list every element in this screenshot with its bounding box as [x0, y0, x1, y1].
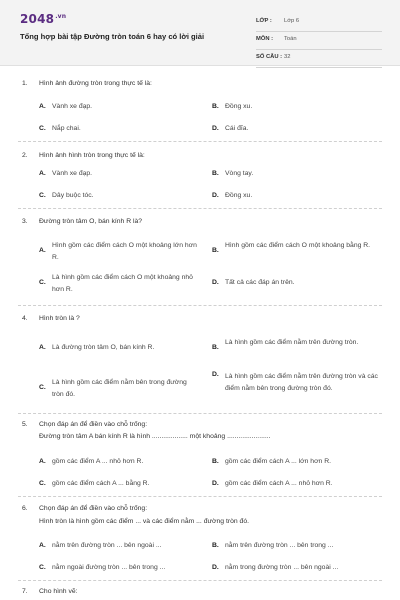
question-text: [22, 588, 78, 595]
question-prompt: Chọn đáp án để điền vào chỗ trống:: [39, 505, 148, 512]
option-letter: B.: [212, 170, 219, 177]
page-header: [0, 0, 400, 66]
question-subtext: Đường tròn tâm A bán kính R là hình ................... một khoảng .......................: [39, 433, 271, 440]
option-text: Hình gồm các điểm cách O một khoảng bằng R.: [225, 242, 371, 249]
logo-text: 2048: [20, 12, 55, 26]
option-text: Là hình gồm các điểm nằm bên trong đường tròn đó.: [52, 379, 187, 398]
option-b[interactable]: [212, 337, 382, 361]
meta-row-class: [256, 14, 382, 32]
option-text: nằm trong đường tròn ... bên ngoài ...: [225, 564, 339, 571]
question-number: 6.: [22, 505, 28, 512]
meta-row-count: [256, 50, 382, 68]
option-text: Đồng xu.: [225, 192, 253, 199]
option-letter: A.: [39, 247, 46, 254]
meta-value-class: Lớp 6: [284, 18, 300, 24]
option-letter: C.: [39, 279, 46, 286]
option-letter: B.: [212, 247, 219, 254]
option-text: gồm các điểm cách A ... bằng R.: [52, 480, 150, 487]
option-letter: A.: [39, 458, 46, 465]
divider: [18, 413, 382, 414]
question-subtext: Hình tròn là hình gồm các điểm ... và các điểm nằm ... đường tròn đó.: [39, 518, 249, 525]
option-letter: D.: [212, 192, 219, 199]
option-text: nằm trên đường tròn ... bên ngoài ...: [52, 542, 162, 549]
question-number: 2.: [22, 152, 28, 159]
meta-label-count: SỐ CÂU :: [256, 54, 283, 60]
option-letter: C.: [39, 480, 46, 487]
question-text: [22, 152, 145, 159]
divider: [18, 208, 382, 209]
option-letter: C.: [39, 384, 46, 391]
option-text: gồm các điểm cách A ... lớn hơn R.: [225, 458, 332, 465]
option-text: gồm các điểm A ... nhỏ hơn R.: [52, 458, 144, 465]
option-text: Vành xe đạp.: [52, 103, 93, 110]
option-text: nằm trên đường tròn ... bên trong ...: [225, 542, 334, 549]
option-b[interactable]: [212, 240, 382, 264]
question-prompt: Cho hình vẽ:: [39, 588, 78, 595]
option-letter: C.: [39, 564, 46, 571]
logo[interactable]: [20, 12, 66, 26]
question-number: 5.: [22, 421, 28, 428]
option-text: Là hình gồm các điểm cách O một khoảng nhỏ hơn R.: [52, 274, 193, 293]
option-text: Vành xe đạp.: [52, 170, 93, 177]
option-letter: C.: [39, 192, 46, 199]
question-prompt: Hình ảnh hình tròn trong thực tế là:: [39, 152, 145, 159]
question-prompt: Chọn đáp án để điền vào chỗ trống:: [39, 421, 148, 428]
option-c[interactable]: [39, 272, 199, 296]
option-text: gồm các điểm cách A ... nhỏ hơn R.: [225, 480, 333, 487]
question-prompt: Hình ảnh đường tròn trong thực tế là:: [39, 80, 152, 87]
divider: [18, 580, 382, 581]
option-text: Tất cả các đáp án trên.: [225, 279, 295, 286]
option-text: Là hình gồm các điểm nằm trên đường tròn và các điểm nằm bên trong đường tròn đó.: [225, 373, 378, 392]
option-letter: D.: [212, 564, 219, 571]
meta-value-count: 32: [284, 54, 291, 60]
option-letter: B.: [212, 344, 219, 351]
meta-label-subject: MÔN :: [256, 36, 274, 42]
option-text: Cái đĩa.: [225, 125, 249, 132]
option-letter: A.: [39, 542, 46, 549]
question-number: 7.: [22, 588, 28, 595]
question-prompt: Hình tròn là ?: [39, 315, 80, 322]
option-a[interactable]: [39, 240, 199, 264]
question-text: [22, 80, 152, 87]
meta-info: [256, 14, 382, 68]
question-text: [22, 421, 147, 428]
option-text: Là đường tròn tâm O, bán kính R.: [52, 344, 155, 351]
option-d[interactable]: [212, 371, 382, 407]
option-letter: B.: [212, 542, 219, 549]
divider: [18, 305, 382, 306]
option-letter: B.: [212, 103, 219, 110]
option-text: Đồng xu.: [225, 103, 253, 110]
option-letter: D.: [212, 125, 219, 132]
page-title: Tổng hợp bài tập Đường tròn toán 6 hay có lời giải: [20, 32, 205, 41]
option-text: Là hình gồm các điểm nằm trên đường tròn.: [225, 339, 359, 346]
divider: [18, 141, 382, 142]
question-text: [22, 505, 147, 512]
option-letter: D.: [212, 279, 219, 286]
option-letter: B.: [212, 458, 219, 465]
meta-value-subject: Toán: [284, 36, 297, 42]
option-text: Nắp chai.: [52, 125, 81, 132]
logo-ext: .vn: [55, 13, 67, 20]
question-prompt: Đường tròn tâm O, bán kính R là?: [39, 218, 143, 225]
question-number: 4.: [22, 315, 28, 322]
option-text: Hình gồm các điểm cách O một khoảng lớn hơn R.: [52, 242, 197, 261]
meta-label-class: LỚP :: [256, 18, 272, 24]
option-letter: A.: [39, 103, 46, 110]
option-letter: A.: [39, 170, 46, 177]
option-letter: A.: [39, 344, 46, 351]
question-number: 3.: [22, 218, 28, 225]
option-letter: D.: [212, 371, 219, 378]
option-letter: D.: [212, 480, 219, 487]
option-text: nằm ngoài đường tròn ... bên trong ...: [52, 564, 166, 571]
question-number: 1.: [22, 80, 28, 87]
option-letter: C.: [39, 125, 46, 132]
meta-row-subject: [256, 32, 382, 50]
option-text: Dây buộc tóc.: [52, 192, 94, 199]
divider: [18, 496, 382, 497]
question-text: [22, 218, 142, 225]
option-text: Vòng tay.: [225, 170, 254, 177]
option-c[interactable]: [39, 377, 199, 401]
question-text: [22, 315, 80, 322]
